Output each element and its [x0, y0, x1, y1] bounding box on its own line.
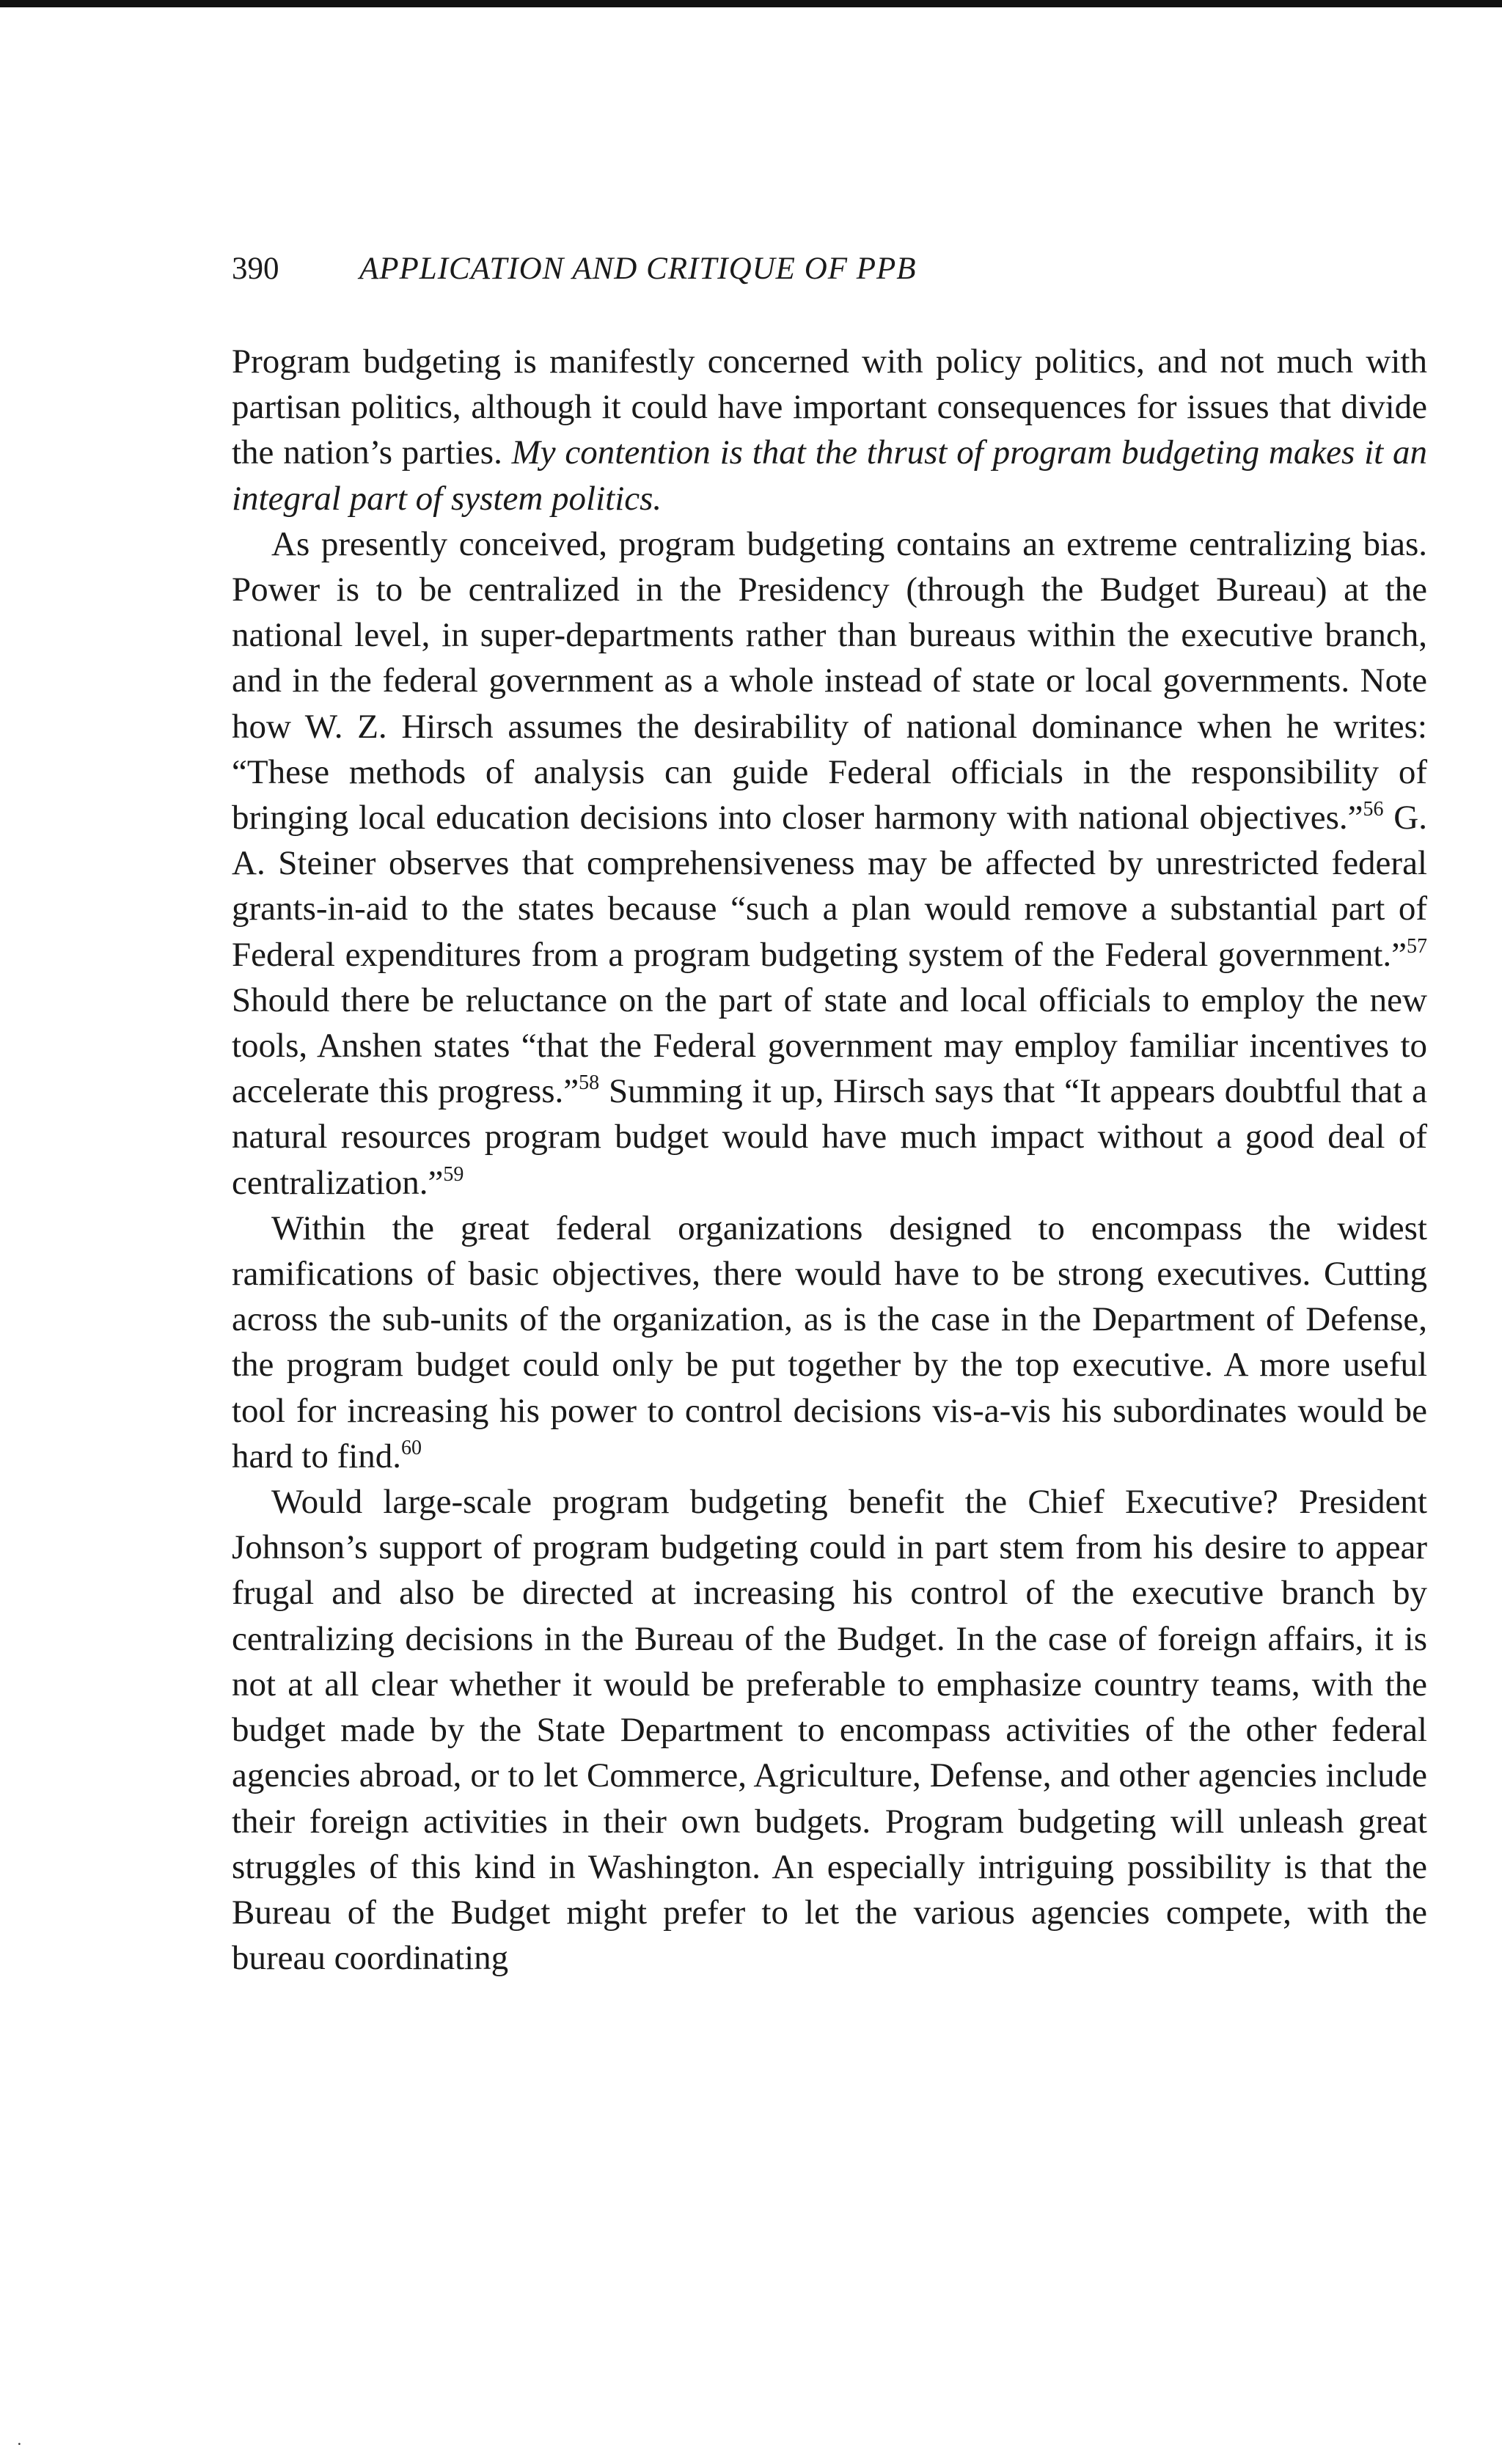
top-rule [0, 0, 1502, 7]
footnote-ref-56: 56 [1363, 798, 1384, 821]
text-run: Program budgeting is manifestly concerned with policy politics, and not much with partisan politics, although it could have important consequences for issues that divide the nation’s parties. [232, 342, 1427, 472]
scan-mark: ˙ [16, 2439, 23, 2460]
text-run: Should there be reluctance on the part of state and local officials to employ the new tools, Anshen states “that the Federal government may employ familiar incentives to accelerate this progress.” [232, 980, 1427, 1111]
text-run: Summing it up, Hirsch says that “It appears doubtful that a natural resources program budget would have much impact without a good deal of centralization.” [232, 1072, 1427, 1202]
text-run: Would large-scale program budgeting benefit the Chief Executive? President Johnson’s support of program budgeting could in part stem from his desire to appear frugal and also be directed at increasing his control of the executive branch by centralizing decisions in the Bureau of the Budget. In the case of foreign affairs, it is not at all clear whether it would be preferable to emphasize country teams, with the budget made by the State Department to encompass activities of the other federal agencies abroad, or to let Commerce, Agriculture, Defense, and other agencies include their foreign activities in their own budgets. Program budgeting will unleash great struggles of this kind in Washington. An especially intriguing possibility is that the Bureau of the Budget might prefer to let the various agencies compete, with the bureau coordinating [232, 1483, 1427, 1978]
text-run: Within the great federal organizations designed to encompass the widest ramifications of basic objectives, there would have to be strong executives. Cutting across the sub-units of the organization, as is the case in the Department of Defense, the program budget could only be put together by the top executive. A more useful tool for increasing his power to control decisions vis-a-vis his subordinates would be hard to find. [232, 1209, 1427, 1475]
paragraph-1 [232, 339, 1427, 521]
text-run: As presently conceived, program budgeting contains an extreme centralizing bias. Power is to be centralized in the Presidency (through the Budget Bureau) at the national level, in super-departments rather than bureaus within the executive branch, and in the federal government as a whole instead of state or local governments. Note how W. Z. Hirsch assumes the desirability of national dominance when he writes: “These methods of analysis can guide Federal officials in the responsibility of bringing local education decisions into closer harmony with national objectives.” [232, 524, 1427, 837]
paragraph-4 [232, 1479, 1427, 1981]
paragraph-3 [232, 1206, 1427, 1479]
body-text [232, 339, 1427, 1981]
footnote-ref-59: 59 [443, 1162, 464, 1186]
emphasis-run: My contention is that the thrust of program budgeting makes it an integral part of system politics. [232, 433, 1428, 518]
text-run: G. A. Steiner observes that comprehensiveness may be affected by unrestricted federal grants-in-aid to the states because “such a plan would remove a substantial part of Federal expenditures from a program budgeting system of the Federal government.” [232, 799, 1427, 974]
footnote-ref-60: 60 [401, 1436, 422, 1459]
paragraph-2 [232, 521, 1427, 1206]
footnote-ref-57: 57 [1407, 934, 1427, 958]
page-number: 390 [232, 252, 279, 286]
running-head: APPLICATION AND CRITIQUE OF PPB [359, 252, 917, 286]
footnote-ref-58: 58 [579, 1071, 600, 1095]
page-header [232, 243, 1427, 295]
